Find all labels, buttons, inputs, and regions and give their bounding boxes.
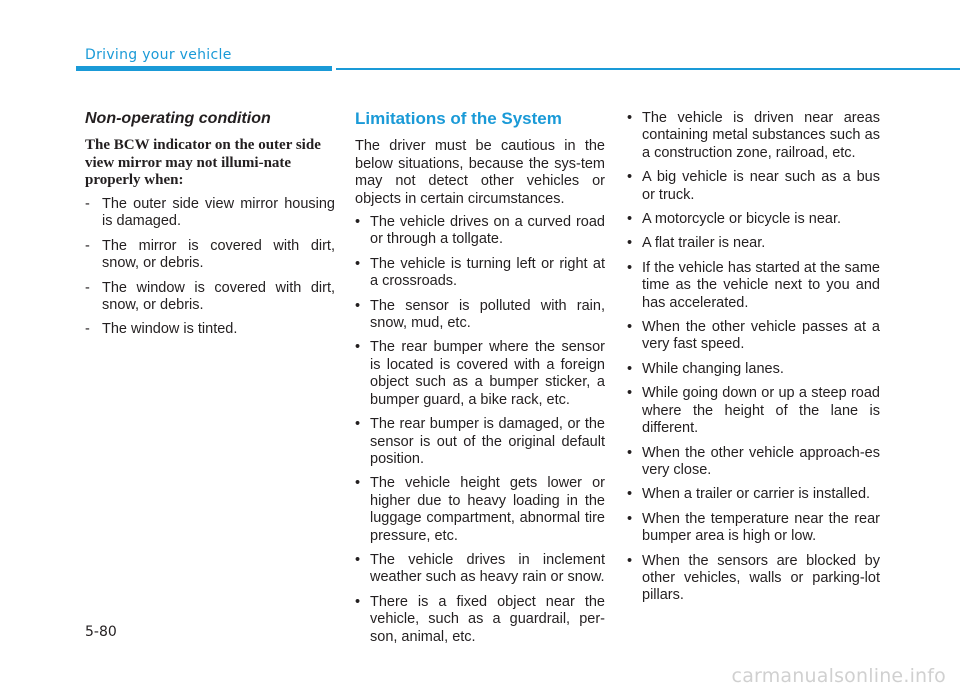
bullet-marker: • [355,593,361,610]
bullet-marker: • [355,339,361,356]
column-limitations-continued [627,110,880,612]
list-item: • When the other vehicle passes at a very fast speed. [627,319,880,353]
bullet-marker: • [627,360,633,377]
list-item: • While changing lanes. [627,360,784,377]
bullet-marker: • [627,169,633,186]
section-title: Driving your vehicle [85,47,232,63]
dash-marker: - [85,195,90,212]
bullet-marker: • [355,551,361,568]
list-item: • When a trailer or carrier is installed. [627,486,871,503]
bullet-marker: • [627,259,633,276]
list-item: • A flat trailer is near. [627,235,766,252]
list-item: • The rear bumper is damaged, or the sensor is out of the original default position. [355,416,605,467]
list-item: - The mirror is covered with dirt, snow, or debris. [85,237,335,272]
non-operating-heading: Non-operating condition [85,110,271,127]
bullet-marker: • [627,319,633,336]
bullet-marker: • [627,385,633,402]
bullet-marker: • [627,110,633,126]
limitations-list-continued [627,110,880,605]
watermark: carmanualsonline.info [731,665,946,687]
bullet-marker: • [627,510,633,527]
bullet-marker: • [355,297,361,314]
list-item: • The vehicle height gets lower or higher due to heavy loading in the luggage compartment, abnormal tire pressure, etc. [355,475,605,544]
non-operating-list [85,196,335,339]
list-item: - The outer side view mirror housing is damaged. [85,195,335,230]
dash-marker: - [85,321,90,338]
column-non-operating [85,110,335,346]
list-item: • When the temperature near the rear bumper area is high or low. [627,510,880,545]
bullet-marker: • [627,444,633,461]
bullet-marker: • [355,416,361,433]
bcw-indicator-subheading: The BCW indicator on the outer side view mirror may not illumi-nate properly when: [85,137,321,189]
list-item: • The vehicle drives in inclement weather such as heavy rain or snow. [355,551,605,586]
bullet-marker: • [627,235,633,252]
list-item: • The vehicle drives on a curved road or through a tollgate. [355,214,605,248]
dash-marker: - [85,279,90,296]
limitations-list [355,214,605,646]
limitations-heading: Limitations of the System [355,109,562,128]
list-item: • A motorcycle or bicycle is near. [627,211,842,228]
list-item: • When the other vehicle approach-es very close. [627,444,880,478]
bullet-marker: • [627,486,633,503]
dash-marker: - [85,237,90,254]
bullet-marker: • [355,255,361,272]
list-item: - The window is covered with dirt, snow, or debris. [85,279,335,313]
limitations-intro: The driver must be cautious in the below situations, because the sys-tem may not detect other vehicles or objects in certain circumstances. [355,138,605,207]
bullet-marker: • [355,214,361,231]
page-number: 5-80 [85,624,117,640]
list-item: • There is a fixed object near the vehicle, such as a guardrail, per-son, animal, etc. [355,593,605,645]
list-item: • The vehicle is driven near areas containing metal substances such as a construction zone, railroad, etc. [627,110,880,161]
list-item: • While going down or up a steep road where the height of the lane is different. [627,385,880,437]
header-rule-thick [76,66,332,71]
list-item: • If the vehicle has started at the same time as the vehicle next to you and has accelerated. [627,259,880,311]
list-item: • A big vehicle is near such as a bus or truck. [627,169,880,203]
header-rule-thin [336,68,960,70]
bullet-marker: • [627,211,633,228]
list-item: • The rear bumper where the sensor is located is covered with a foreign object such as a bumper sticker, a bumper guard, a bike rack, etc. [355,339,605,408]
list-item: • The sensor is polluted with rain, snow, mud, etc. [355,297,605,332]
bullet-marker: • [355,475,361,492]
bullet-marker: • [627,552,633,569]
list-item: • When the sensors are blocked by other vehicles, walls or parking-lot pillars. [627,552,880,604]
list-item: - The window is tinted. [85,321,238,338]
list-item: • The vehicle is turning left or right at a crossroads. [355,255,605,290]
column-limitations [355,110,605,653]
